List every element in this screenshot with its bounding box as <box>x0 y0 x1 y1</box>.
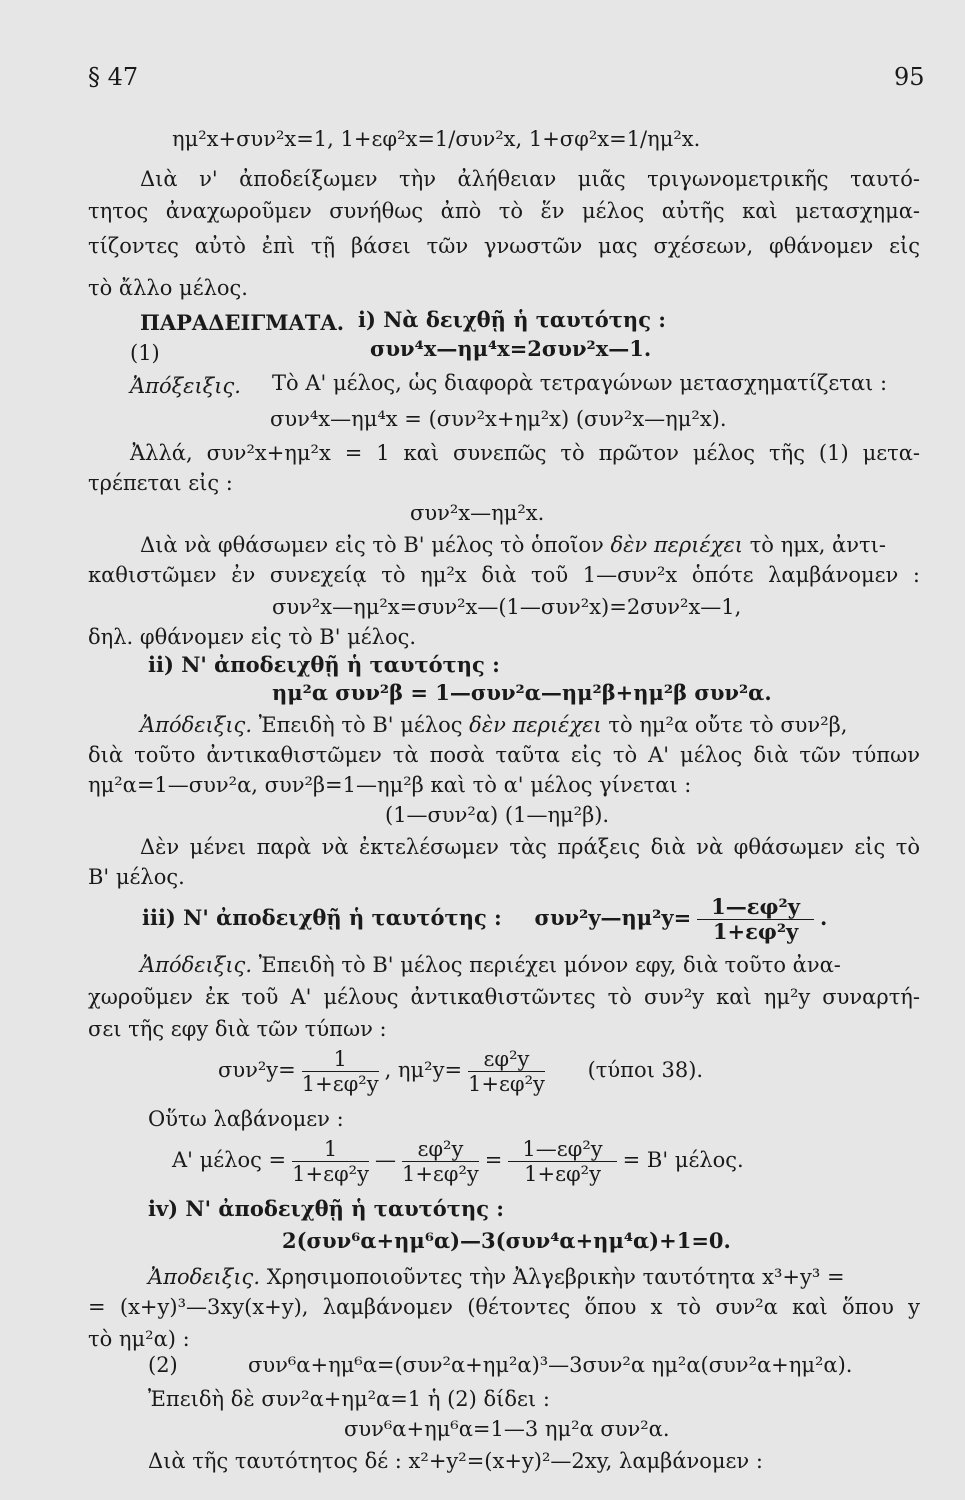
text-line <box>140 952 841 978</box>
numerator: εφ²y <box>402 1137 479 1162</box>
text-line: Ἐπειδὴ δὲ συν²α+ημ²α=1 ἡ (2) δίδει : <box>148 1387 550 1411</box>
equation: 2(συν⁶α+ημ⁶α)—3(συν⁴α+ημ⁴α)+1=0. <box>282 1228 731 1253</box>
text: συν²y= <box>218 1058 296 1082</box>
text-line: Διὰ ν' ἀποδείξωμεν τὴν ἀλήθειαν μιᾶς τριγωνομετρικῆς ταυτό- <box>140 167 920 191</box>
text: = Β' μέλος. <box>622 1148 744 1172</box>
examples-heading: ΠΑΡΑΔΕΙΓΜΑΤΑ. <box>140 310 345 335</box>
text-line: χωροῦμεν ἐκ τοῦ Α' μέλους ἀντικαθιστῶντες τὸ συν²y καὶ ημ²y συναρτή- <box>88 985 920 1009</box>
formula-line <box>218 1040 703 1100</box>
equation-number: (2) <box>148 1353 178 1377</box>
operator: — <box>374 1148 396 1172</box>
numerator: 1—εφ²y <box>697 895 814 920</box>
fraction <box>508 1137 616 1186</box>
proof-label: Ἀποδειξις. <box>148 1265 260 1289</box>
emphasis: δὲν περιέχει <box>610 533 743 557</box>
punctuation: . <box>819 905 828 930</box>
text-line: Β' μέλος. <box>88 865 185 889</box>
text-line: τρέπεται εἰς : <box>88 471 233 495</box>
numerator: 1—εφ²y <box>508 1137 616 1162</box>
text-line: τὸ ἄλλο μέλος. <box>88 276 248 300</box>
proof-label: Ἀπόδειξις. <box>140 953 252 977</box>
text-line: τητος ἀναχωροῦμεν συνήθως ἀπὸ τὸ ἕν μέλος αὐτῆς καὶ μετασχημα- <box>88 199 920 223</box>
text-line: σει τῆς εφy διὰ τῶν τύπων : <box>88 1017 387 1041</box>
text-line: Τὸ Α' μέλος, ὡς διαφορὰ τετραγώνων μετασχηματίζεται : <box>272 371 888 395</box>
numerator: 1 <box>302 1047 379 1072</box>
fraction <box>292 1137 369 1186</box>
proof-label: Ἀπόδειξις. <box>140 713 252 737</box>
proof-label: Ἀπόξειξις. <box>130 374 241 398</box>
fraction <box>468 1047 545 1096</box>
equation: συν⁴x—ημ⁴x = (συν²x+ημ²x) (συν²x—ημ²x). <box>270 407 727 431</box>
equation: ημ²α συν²β = 1—συν²α—ημ²β+ημ²β συν²α. <box>272 680 772 705</box>
section-number: § 47 <box>88 63 139 91</box>
denominator: 1+εφ²y <box>524 1162 601 1186</box>
equation: συν²x—ημ²x. <box>410 501 545 525</box>
text-line: τίζοντες αὐτὸ ἐπὶ τῇ βάσει τῶν γνωστῶν μας σχέσεων, φθάνομεν εἰς <box>88 234 920 258</box>
example-3-title: iii) Ν' ἀποδειχθῇ ἡ ταυτότης : <box>142 905 502 930</box>
denominator: 1+εφ²y <box>468 1072 545 1096</box>
example-2-title: ii) Ν' ἀποδειχθῇ ἡ ταυτότης : <box>148 652 500 677</box>
text: , ημ²y= <box>384 1058 463 1082</box>
text: Διὰ νὰ φθάσωμεν εἰς τὸ Β' μέλος τὸ ὁποῖον <box>140 533 604 557</box>
text-line <box>140 532 886 558</box>
text-line: Δὲν μένει παρὰ νὰ ἐκτελέσωμεν τὰς πράξεις διὰ νὰ φθάσωμεν εἰς τὸ <box>140 835 920 859</box>
text: τὸ ημx, ἀντι- <box>749 533 886 557</box>
example-1-title: i) Νὰ δειχθῇ ἡ ταυτότης : <box>358 307 667 332</box>
text-line: ημ²α=1—συν²α, συν²β=1—ημ²β καὶ τὸ α' μέλος γίνεται : <box>88 773 692 797</box>
emphasis: δὲν περιέχει <box>469 713 602 737</box>
text: Ἐπειδὴ τὸ Β' μέλος περιέχει μόνον εφy, διὰ τοῦτο ἀνα- <box>258 953 841 977</box>
text-line: τὸ ημ²α) : <box>88 1327 190 1351</box>
page-number: 95 <box>894 63 925 91</box>
denominator: 1+εφ²y <box>712 919 799 944</box>
fraction <box>697 895 814 944</box>
text-line: δηλ. φθάνομεν εἰς τὸ Β' μέλος. <box>88 625 417 649</box>
denominator: 1+εφ²y <box>292 1162 369 1186</box>
text-line: Διὰ τῆς ταυτότητος δέ : x²+y²=(x+y)²—2xy, λαμβάνομεν : <box>148 1449 763 1473</box>
text: Α' μέλος = <box>172 1148 287 1172</box>
formula-line <box>172 1130 744 1190</box>
fraction <box>402 1137 479 1186</box>
text-line: καθιστῶμεν ἐν συνεχείᾳ τὸ ημ²x διὰ τοῦ 1—συν²x ὁπότε λαμβάνομεν : <box>88 563 920 587</box>
numerator: εφ²y <box>468 1047 545 1072</box>
text-line: = (x+y)³—3xy(x+y), λαμβάνομεν (θέτοντες ὅπου x τὸ συν²α καὶ ὅπου y <box>88 1295 920 1319</box>
equation-number: (1) <box>130 341 160 365</box>
text-line <box>140 712 847 738</box>
equation: συν⁶α+ημ⁶α=(συν²α+ημ²α)³—3συν²α ημ²α(συν²α+ημ²α). <box>248 1353 853 1377</box>
example-3-line <box>142 888 827 948</box>
text-line: διὰ τοῦτο ἀντικαθιστῶμεν τὰ ποσὰ ταῦτα εἰς τὸ Α' μέλος διὰ τῶν τύπων <box>88 743 920 767</box>
equation: συν⁴x—ημ⁴x=2συν²x—1. <box>370 336 652 361</box>
text-line: Ἀλλά, συν²x+ημ²x = 1 καὶ συνεπῶς τὸ πρῶτον μέλος τῆς (1) μετα- <box>130 441 920 465</box>
numerator: 1 <box>292 1137 369 1162</box>
denominator: 1+εφ²y <box>301 1072 379 1096</box>
denominator: 1+εφ²y <box>401 1162 479 1186</box>
trig-identities: ημ²x+συν²x=1, 1+εφ²x=1/συν²x, 1+σφ²x=1/ημ²x. <box>172 127 701 151</box>
equation-lhs: συν²y—ημ²y= <box>534 905 692 930</box>
text: τὸ ημ²α οὔτε τὸ συν²β, <box>608 713 848 737</box>
text-line <box>148 1264 920 1290</box>
text: Ἐπειδὴ τὸ Β' μέλος <box>258 713 463 737</box>
fraction <box>302 1047 379 1096</box>
reference: (τύποι 38). <box>587 1058 704 1082</box>
example-4-title: iv) Ν' ἀποδειχθῇ ἡ ταυτότης : <box>148 1196 505 1221</box>
text-line: Οὕτω λαβάνομεν : <box>148 1107 344 1131</box>
operator: = <box>484 1148 503 1172</box>
text: Χρησιμοποιοῦντες τὴν Ἀλγεβρικὴν ταυτότητα x³+y³ = <box>266 1265 845 1289</box>
equation: συν²x—ημ²x=συν²x—(1—συν²x)=2συν²x—1, <box>272 595 742 619</box>
equation: συν⁶α+ημ⁶α=1—3 ημ²α συν²α. <box>344 1417 670 1441</box>
equation: (1—συν²α) (1—ημ²β). <box>385 803 610 827</box>
